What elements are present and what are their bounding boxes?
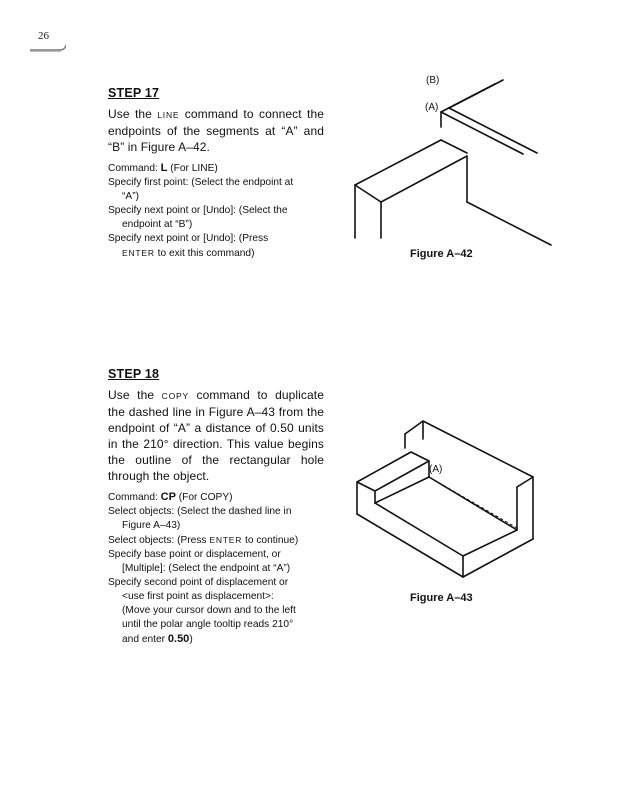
command-line: Select objects: (Press ENTER to continue) <box>108 535 299 546</box>
label-b: (B) <box>426 75 440 86</box>
step-instruction: Use the LINE command to connect the endpoints of the segments at “A” and “B” in Figure A–42. <box>108 107 324 154</box>
page-number: 26 <box>38 30 49 42</box>
command-line: Select objects: (Select the dashed line in <box>108 506 292 517</box>
command-name: LINE <box>157 110 180 120</box>
page-tab-decoration <box>30 44 66 52</box>
command-line: Specify next point or [Undo]: (Select the <box>108 205 288 216</box>
command-line: [Multiple]: (Select the endpoint at “A”) <box>122 563 291 574</box>
figure-a43-caption: Figure A–43 <box>410 592 473 604</box>
command-line: Specify first point: (Select the endpoint at <box>108 177 294 188</box>
command-sequence <box>108 161 324 261</box>
command-line: <use first point as displacement>: <box>122 591 274 602</box>
step-instruction: Use the COPY command to duplicate the dashed line in Figure A–43 from the endpoint of “A” a distance of 0.50 units in the 210° direction. This value begins the outline of the rectangular hole through the object. <box>108 388 325 483</box>
command-line: Figure A–43) <box>122 520 181 531</box>
figure-a42-drawing <box>345 75 555 242</box>
command-name: COPY <box>161 391 189 401</box>
label-a: (A) <box>429 464 443 475</box>
command-line: (Move your cursor down and to the left <box>122 605 296 616</box>
command-line: Command: CP (For COPY) <box>108 491 233 503</box>
command-line: “A”) <box>122 191 139 202</box>
figure-a43 <box>345 408 545 583</box>
command-sequence <box>108 490 324 647</box>
step-18-section <box>108 367 324 647</box>
command-line: Command: L (For LINE) <box>108 162 218 174</box>
figure-a42-caption: Figure A–42 <box>410 248 473 260</box>
step-title: STEP 17 <box>108 86 160 100</box>
command-line: until the polar angle tooltip reads 210° <box>122 619 294 630</box>
figure-a43-drawing <box>345 408 545 583</box>
step-17-section <box>108 86 324 261</box>
command-line: ENTER to exit this command) <box>122 248 255 259</box>
command-line: Specify base point or displacement, or <box>108 549 281 560</box>
figure-a42 <box>345 75 555 242</box>
command-line: Specify next point or [Undo]: (Press <box>108 233 269 244</box>
command-line: and enter 0.50) <box>122 633 193 645</box>
command-line: endpoint at “B”) <box>122 219 193 230</box>
command-line: Specify second point of displacement or <box>108 577 289 588</box>
step-title: STEP 18 <box>108 367 160 381</box>
label-a: (A) <box>425 102 439 113</box>
